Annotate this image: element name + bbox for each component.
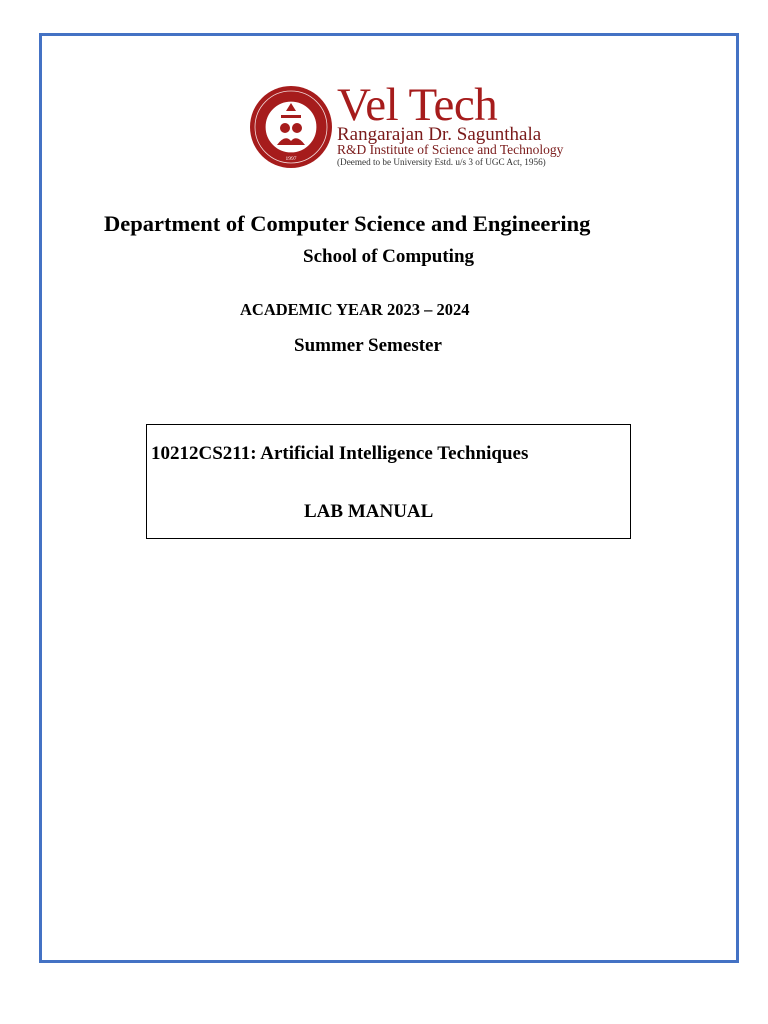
institution-seal-icon bbox=[249, 85, 333, 169]
school-name: School of Computing bbox=[303, 246, 475, 267]
logo-institute-subtitle: R&D Institute of Science and Technology bbox=[337, 142, 564, 157]
logo-wordmark bbox=[337, 79, 564, 169]
institution-logo bbox=[249, 79, 564, 169]
semester: Summer Semester bbox=[294, 335, 442, 356]
academic-year: ACADEMIC YEAR 2023 – 2024 bbox=[240, 300, 470, 319]
logo-deemed-status: (Deemed to be University Estd. u/s 3 of UGC Act, 1956) bbox=[337, 157, 546, 167]
logo-institute-name: Rangarajan Dr. Sagunthala bbox=[337, 124, 542, 145]
logo-brand-name: Vel Tech bbox=[337, 79, 498, 131]
course-box bbox=[146, 424, 631, 539]
department-title: Department of Computer Science and Engineering bbox=[104, 211, 591, 236]
seal-year: 1997 bbox=[285, 156, 297, 162]
lab-manual-label: LAB MANUAL bbox=[304, 501, 434, 522]
course-title: 10212CS211: Artificial Intelligence Techniques bbox=[151, 443, 529, 464]
